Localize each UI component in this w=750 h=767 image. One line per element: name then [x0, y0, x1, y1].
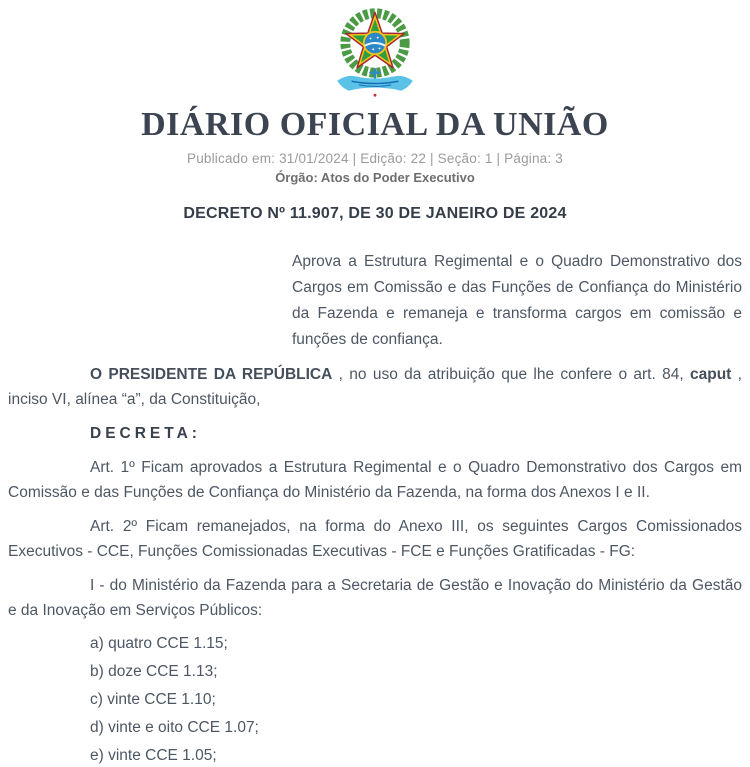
enacting-clause: DECRETA:: [90, 425, 201, 442]
list-item-d: d) vinte e oito CCE 1.07;: [90, 719, 259, 736]
decree-title: DECRETO Nº 11.907, DE 30 DE JANEIRO DE 2024: [183, 205, 567, 222]
list-item-e: e) vinte CCE 1.05;: [90, 747, 217, 764]
caput-term: caput: [690, 366, 732, 383]
president-label: O PRESIDENTE DA REPÚBLICA: [90, 366, 333, 383]
organ-label: Órgão: Atos do Poder Executivo: [275, 170, 475, 185]
list-item-b: b) doze CCE 1.13;: [90, 663, 218, 680]
inciso-1: I - do Ministério da Fazenda para a Secretaria de Gestão e Inovação do Ministério da Gestão e da Inovação em Serviços Públicos:: [8, 577, 742, 619]
preamble-text: , no uso da atribuição que lhe confere o art. 84,: [332, 366, 690, 383]
remanejamento-list: [0, 632, 750, 767]
brazil-coat-of-arms-icon: [0, 0, 750, 104]
list-item-c: c) vinte CCE 1.10;: [90, 691, 216, 708]
list-item-a: a) quatro CCE 1.15;: [90, 635, 228, 652]
gazette-title: DIÁRIO OFICIAL DA UNIÃO: [141, 106, 609, 143]
preamble-paragraph: [0, 362, 750, 412]
publication-meta: Publicado em: 31/01/2024 | Edição: 22 | Seção: 1 | Página: 3: [186, 151, 564, 166]
decree-summary: Aprova a Estrutura Regimental e o Quadro Demonstrativo dos Cargos em Comissão e das Funções de Confiança do Ministério da Fazenda e remaneja e transforma cargos em comissão e funções de confiança.: [292, 253, 742, 348]
article-2: Art. 2º Ficam remanejados, na forma do Anexo III, os seguintes Cargos Comissionados Executivos - CCE, Funções Comissionadas Executivas - FCE e Funções Gratificadas - FG:: [8, 518, 742, 560]
preamble-text-end: , inciso VI, alínea “a”, da Constituição,: [8, 366, 742, 408]
article-1: Art. 1º Ficam aprovados a Estrutura Regimental e o Quadro Demonstrativo dos Cargos em Comissão e das Funções de Confiança do Ministério da Fazenda, na forma dos Anexos I e II.: [8, 459, 742, 501]
